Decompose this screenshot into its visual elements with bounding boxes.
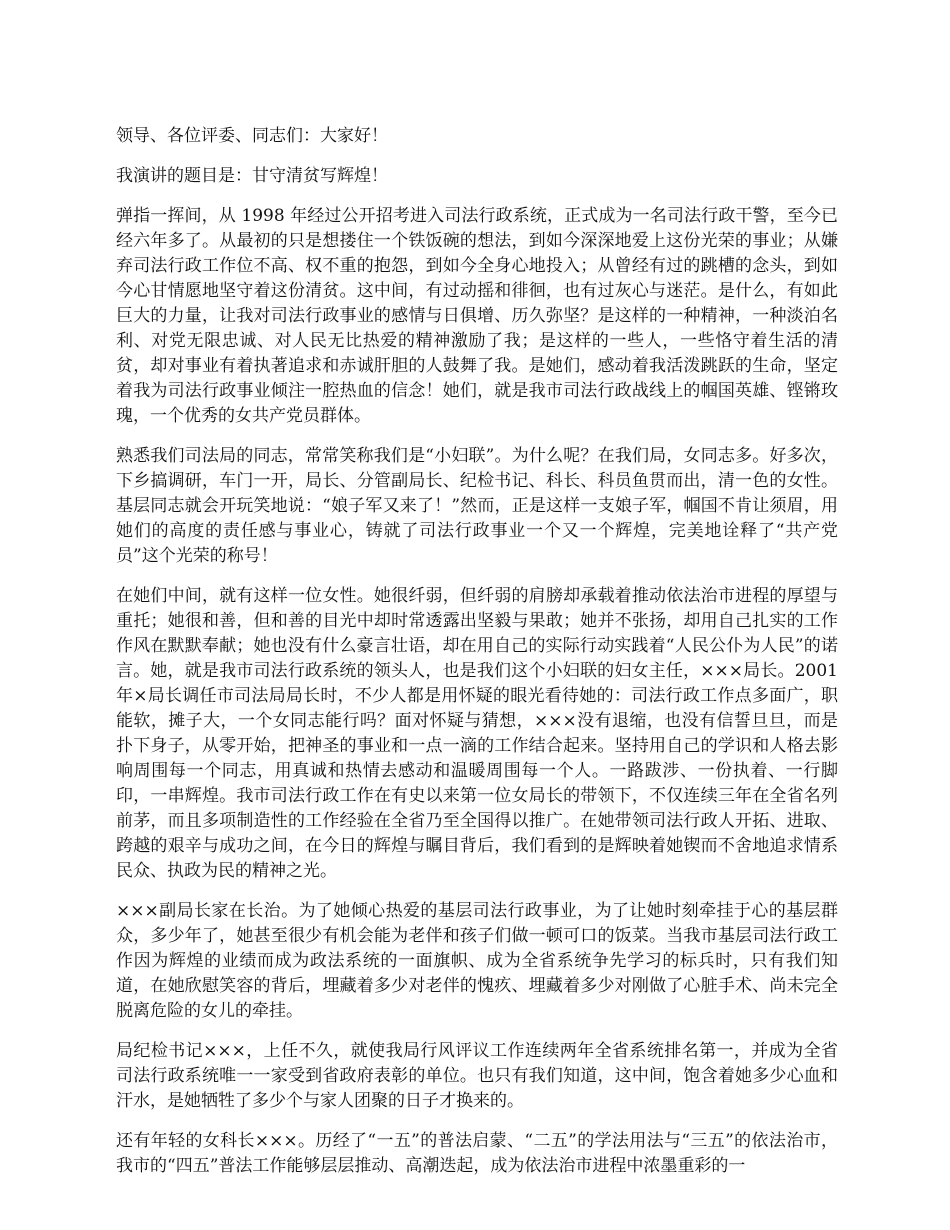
body-paragraph: 熟悉我们司法局的同志，常常笑称我们是“小妇联”。为什么呢？在我们局，女同志多。好多次，下乡搞调研，车门一开，局长、分管副局长、纪检书记、科长、科员鱼贯而出，清一色的女性。基层同志就会开玩笑地说：“娘子军又来了！”然而，正是这样一支娘子军，帼国不肯让须眉，用她们的高度的责任感与事业心，铸就了司法行政事业一个又一个辉煌，完美地诠释了“共产党员”这个光荣的称号！ — [116, 446, 838, 566]
body-paragraph: 还有年轻的女科长×××。历经了“一五”的普法启蒙、“二五”的学法用法与“三五”的依法治市，我市的“四五”普法工作能够层层推动、高潮迭起，成为依法治市进程中浓墨重彩的一 — [116, 1131, 838, 1176]
greeting-paragraph: 领导、各位评委、同志们：大家好！ — [116, 126, 388, 146]
body-paragraph: ×××副局长家在长治。为了她倾心热爱的基层司法行政事业，为了让她时刻牵挂于心的基层群众，多少年了，她甚至很少有机会能为老伴和孩子们做一顿可口的饭菜。当我市基层司法行政工作因为辉煌的业绩而成为政法系统的一面旗帜、成为全省系统争先学习的标兵时，只有我们知道，在她欣慰笑容的背后，埋藏着多少对老伴的愧疚、埋藏着多少对刚做了心脏手术、尚未完全脱离危险的女儿的牵挂。 — [116, 901, 838, 1021]
body-paragraph: 在她们中间，就有这样一位女性。她很纤弱，但纤弱的肩膀却承载着推动依法治市进程的厚望与重托；她很和善，但和善的目光中却时常透露出坚毅与果敢；她并不张扬，却用自己扎实的工作作风在默默奉献；她也没有什么豪言壮语，却在用自己的实际行动实践着“人民公仆为人民”的诺言。她，就是我市司法行政系统的领头人，也是我们这个小妇联的妇女主任，×××局长。2001 年×局长调任市司法局局长时，不少人都是用怀疑的眼光看待她的：司法行政工作点多面广，职能软，摊子大，一个女同志能行吗？面对怀疑与猜想，×××没有退缩，也没有信誓旦旦，而是扑下身子，从零开始，把神圣的事业和一点一滴的工作结合起来。坚持用自己的学识和人格去影响周围每一个同志，用真诚和热情去感动和温暖周围每一个人。一路跋涉、一份执着、一行脚印，一串辉煌。我市司法行政工作在有史以来第一位女局长的带领下，不仅连续三年在全省名列前茅，而且多项制造性的工作经验在全省乃至全国得以推广。在她带领司法行政人开拓、进取、跨越的艰辛与成功之间，在今日的辉煌与瞩目背后，我们看到的是辉映着她锲而不舍地追求情系民众、执政为民的精神之光。 — [116, 586, 838, 881]
speech-title-paragraph: 我演讲的题目是：甘守清贫写辉煌！ — [116, 166, 388, 186]
body-paragraph: 局纪检书记×××，上任不久，就使我局行风评议工作连续两年全省系统排名第一，并成为全省司法行政系统唯一一家受到省政府表彰的单位。也只有我们知道，这中间，饱含着她多少心血和汗水，是她牺牲了多少个与家人团聚的日子才换来的。 — [116, 1041, 838, 1111]
body-paragraph: 弹指一挥间，从 1998 年经过公开招考进入司法行政系统，正式成为一名司法行政干警，至今已经六年多了。从最初的只是想搂住一个铁饭碗的想法，到如今深深地爱上这份光荣的事业；从嫌弃司法行政工作位不高、权不重的抱怨，到如今全身心地投入；从曾经有过的跳槽的念头，到如今心甘情愿地坚守着这份清贫。这中间，有过动摇和徘徊，也有过灰心与迷茫。是什么，有如此巨大的力量，让我对司法行政事业的感情与日俱增、历久弥坚？是这样的一种精神，一种淡泊名利、对党无限忠诚、对人民无比热爱的精神激励了我；是这样的一些人，一些恪守着生活的清贫，却对事业有着执著追求和赤诚肝胆的人鼓舞了我。是她们，感动着我活泼跳跃的生命，坚定着我为司法行政事业倾注一腔热血的信念！她们，就是我市司法行政战线上的帼国英雄、铿锵玫瑰，一个优秀的女共产党员群体。 — [116, 206, 838, 426]
document-body — [116, 124, 838, 1194]
